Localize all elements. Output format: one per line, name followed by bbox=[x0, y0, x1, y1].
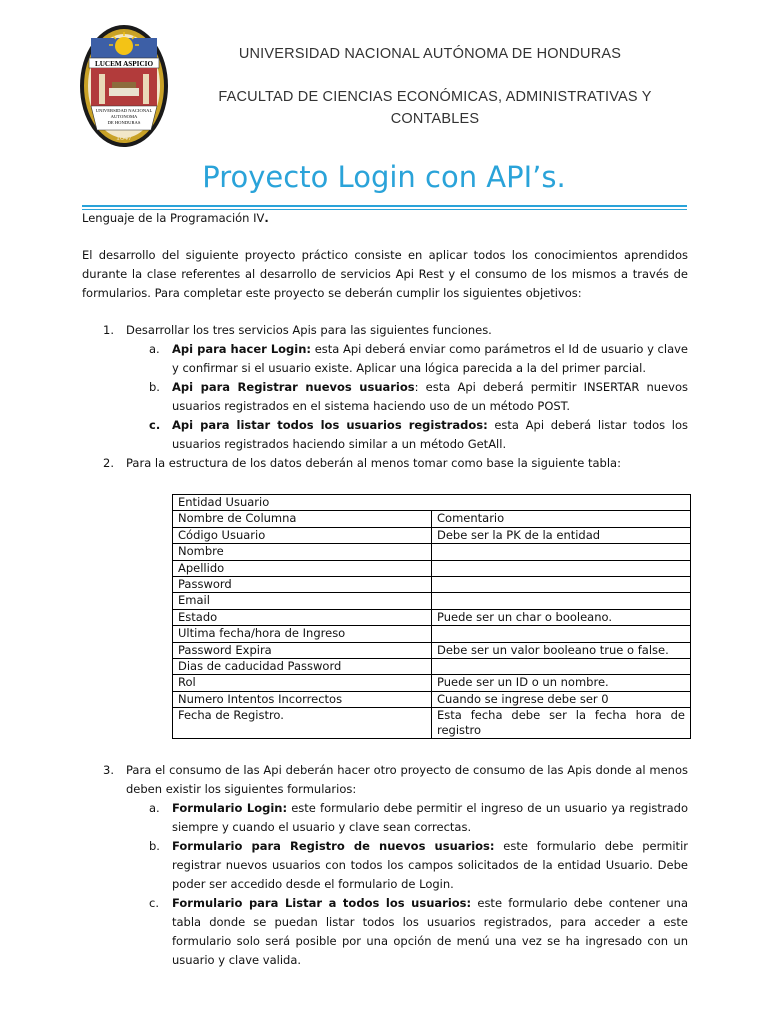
university-seal-logo bbox=[79, 24, 169, 148]
table-row bbox=[173, 642, 691, 658]
sub-item-text: esta Api deberá listar todos los usuarios registrados haciendo similar a un método GetAll. bbox=[172, 418, 689, 451]
list-number: 3. bbox=[103, 763, 114, 777]
logo-ring-line2: AUTONOMA bbox=[110, 114, 138, 119]
table-cell: Email bbox=[173, 593, 432, 609]
sub-item-title: Api para listar todos los usuarios registrados: bbox=[172, 418, 488, 432]
table-cell: Puede ser un ID o un nombre. bbox=[432, 675, 691, 691]
table-row bbox=[173, 593, 691, 609]
title-rule-thin bbox=[82, 209, 687, 210]
logo-ring-line3: DE HONDURAS bbox=[107, 120, 141, 125]
table-cell: Fecha de Registro. bbox=[173, 708, 432, 739]
list-item-text: Para la estructura de los datos deberán al menos tomar como base la siguiente tabla: bbox=[126, 456, 621, 470]
table-cell bbox=[432, 576, 691, 592]
sub-item-3b bbox=[82, 837, 688, 894]
table-cell bbox=[432, 626, 691, 642]
logo-motto: LUCEM ASPICIO bbox=[94, 60, 154, 68]
table-cell bbox=[432, 560, 691, 576]
sub-letter: b. bbox=[149, 839, 160, 853]
table-cell: Dias de caducidad Password bbox=[173, 658, 432, 674]
sub-item-title: Formulario Login: bbox=[172, 801, 288, 815]
table-row bbox=[173, 527, 691, 543]
sub-item-title: Formulario para Listar a todos los usuarios: bbox=[172, 896, 472, 910]
table-cell: Apellido bbox=[173, 560, 432, 576]
sub-letter: c. bbox=[149, 896, 159, 910]
sub-item-text: este formulario debe permitir el ingreso de un usuario ya registrado siempre y cuando el usuario y clave sean correctas. bbox=[172, 801, 689, 834]
table-cell: Ultima fecha/hora de Ingreso bbox=[173, 626, 432, 642]
table-header-columns bbox=[173, 511, 691, 527]
logo-ring-line1: UNIVERSIDAD NACIONAL bbox=[95, 108, 153, 113]
table-cell bbox=[432, 658, 691, 674]
course-subject bbox=[82, 211, 269, 225]
objectives-list bbox=[82, 321, 688, 473]
faculty-line-2: CONTABLES bbox=[390, 111, 480, 127]
table-row bbox=[173, 609, 691, 625]
sub-item-title: Api para hacer Login: bbox=[172, 342, 312, 356]
course-subject-text: Lenguaje de la Programación IV bbox=[82, 211, 265, 225]
sub-item-text: este formulario debe contener una tabla donde se puedan listar todos los usuarios registrados, para acceder a este formulario solo será posible por una opción de menú una vez se ha ingresado con un usuario y clave valida. bbox=[172, 896, 688, 967]
document-title: Proyecto Login con API’s. bbox=[202, 160, 566, 194]
sub-item-title: Formulario para Registro de nuevos usuarios: bbox=[172, 839, 495, 853]
table-cell: Esta fecha debe ser la fecha hora de registro bbox=[432, 708, 691, 739]
sub-letter: a. bbox=[149, 342, 160, 356]
table-cell: Debe ser la PK de la entidad bbox=[432, 527, 691, 543]
sub-item-text: : esta Api deberá permitir INSERTAR nuevos usuarios registrados en el sistema haciendo uso de un método POST. bbox=[172, 380, 688, 413]
faculty-line-1: FACULTAD DE CIENCIAS ECONÓMICAS, ADMINISTRATIVAS Y bbox=[218, 89, 652, 105]
list-item-text: Desarrollar los tres servicios Apis para las siguientes funciones. bbox=[126, 323, 492, 337]
table-cell: Puede ser un char o booleano. bbox=[432, 609, 691, 625]
table-cell: Rol bbox=[173, 675, 432, 691]
column-name-header: Nombre de Columna bbox=[173, 511, 432, 527]
sub-item-1b bbox=[82, 378, 688, 416]
sub-item-title: Api para Registrar nuevos usuarios bbox=[172, 380, 415, 394]
table-row bbox=[173, 626, 691, 642]
table-row bbox=[173, 658, 691, 674]
table-row bbox=[173, 576, 691, 592]
table-cell: Estado bbox=[173, 609, 432, 625]
table-cell: Numero Intentos Incorrectos bbox=[173, 691, 432, 707]
table-row bbox=[173, 708, 691, 739]
user-entity-table bbox=[172, 494, 691, 739]
consumption-section bbox=[82, 761, 688, 970]
table-cell: Código Usuario bbox=[173, 527, 432, 543]
table-row bbox=[173, 544, 691, 560]
sub-letter: b. bbox=[149, 380, 160, 394]
table-header-entity bbox=[173, 495, 691, 511]
list-item-2 bbox=[82, 454, 688, 473]
table-cell: Debe ser un valor booleano true o false. bbox=[432, 642, 691, 658]
table-cell: Password Expira bbox=[173, 642, 432, 658]
sub-item-1c bbox=[82, 416, 688, 454]
list-number: 1. bbox=[103, 323, 114, 337]
entity-name-cell: Entidad Usuario bbox=[173, 495, 691, 511]
table-row bbox=[173, 691, 691, 707]
sub-item-text: esta Api deberá enviar como parámetros el Id de usuario y clave y confirmar si el usuario existe. Aplicar una lógica parecida a la del primer parcial. bbox=[172, 342, 689, 375]
list-item-3 bbox=[82, 761, 688, 799]
sub-letter: c. bbox=[149, 418, 161, 432]
sub-item-3a bbox=[82, 799, 688, 837]
sub-item-3c bbox=[82, 894, 688, 970]
comment-header: Comentario bbox=[432, 511, 691, 527]
table-row bbox=[173, 560, 691, 576]
sub-item-1a bbox=[82, 340, 688, 378]
table-row bbox=[173, 675, 691, 691]
university-name: UNIVERSIDAD NACIONAL AUTÓNOMA DE HONDURAS bbox=[238, 46, 622, 62]
list-number: 2. bbox=[103, 456, 114, 470]
title-rule-thick bbox=[82, 205, 687, 207]
intro-paragraph: El desarrollo del siguiente proyecto práctico consiste en aplicar todos los conocimientos aprendidos durante la clase referentes al desarrollo de servicios Api Rest y el consumo de los mismos a través de formularios. Para completar este proyecto se deberán cumplir los siguientes objetivos: bbox=[82, 248, 688, 300]
list-item-1 bbox=[82, 321, 688, 340]
logo-year: 1847 bbox=[116, 133, 132, 142]
table-cell bbox=[432, 593, 691, 609]
sub-letter: a. bbox=[149, 801, 160, 815]
table-cell: Nombre bbox=[173, 544, 432, 560]
table-cell: Password bbox=[173, 576, 432, 592]
faculty-name bbox=[200, 86, 670, 130]
table-cell bbox=[432, 544, 691, 560]
course-subject-dot: . bbox=[264, 211, 269, 225]
sub-item-text: este formulario debe permitir registrar nuevos usuarios con todos los campos solicitados de la entidad Usuario. Debe poder ser accedido desde el formulario de Login. bbox=[172, 839, 688, 891]
list-item-text: Para el consumo de las Api deberán hacer otro proyecto de consumo de las Apis donde al menos deben existir los siguientes formularios: bbox=[126, 763, 688, 796]
table-cell: Cuando se ingrese debe ser 0 bbox=[432, 691, 691, 707]
